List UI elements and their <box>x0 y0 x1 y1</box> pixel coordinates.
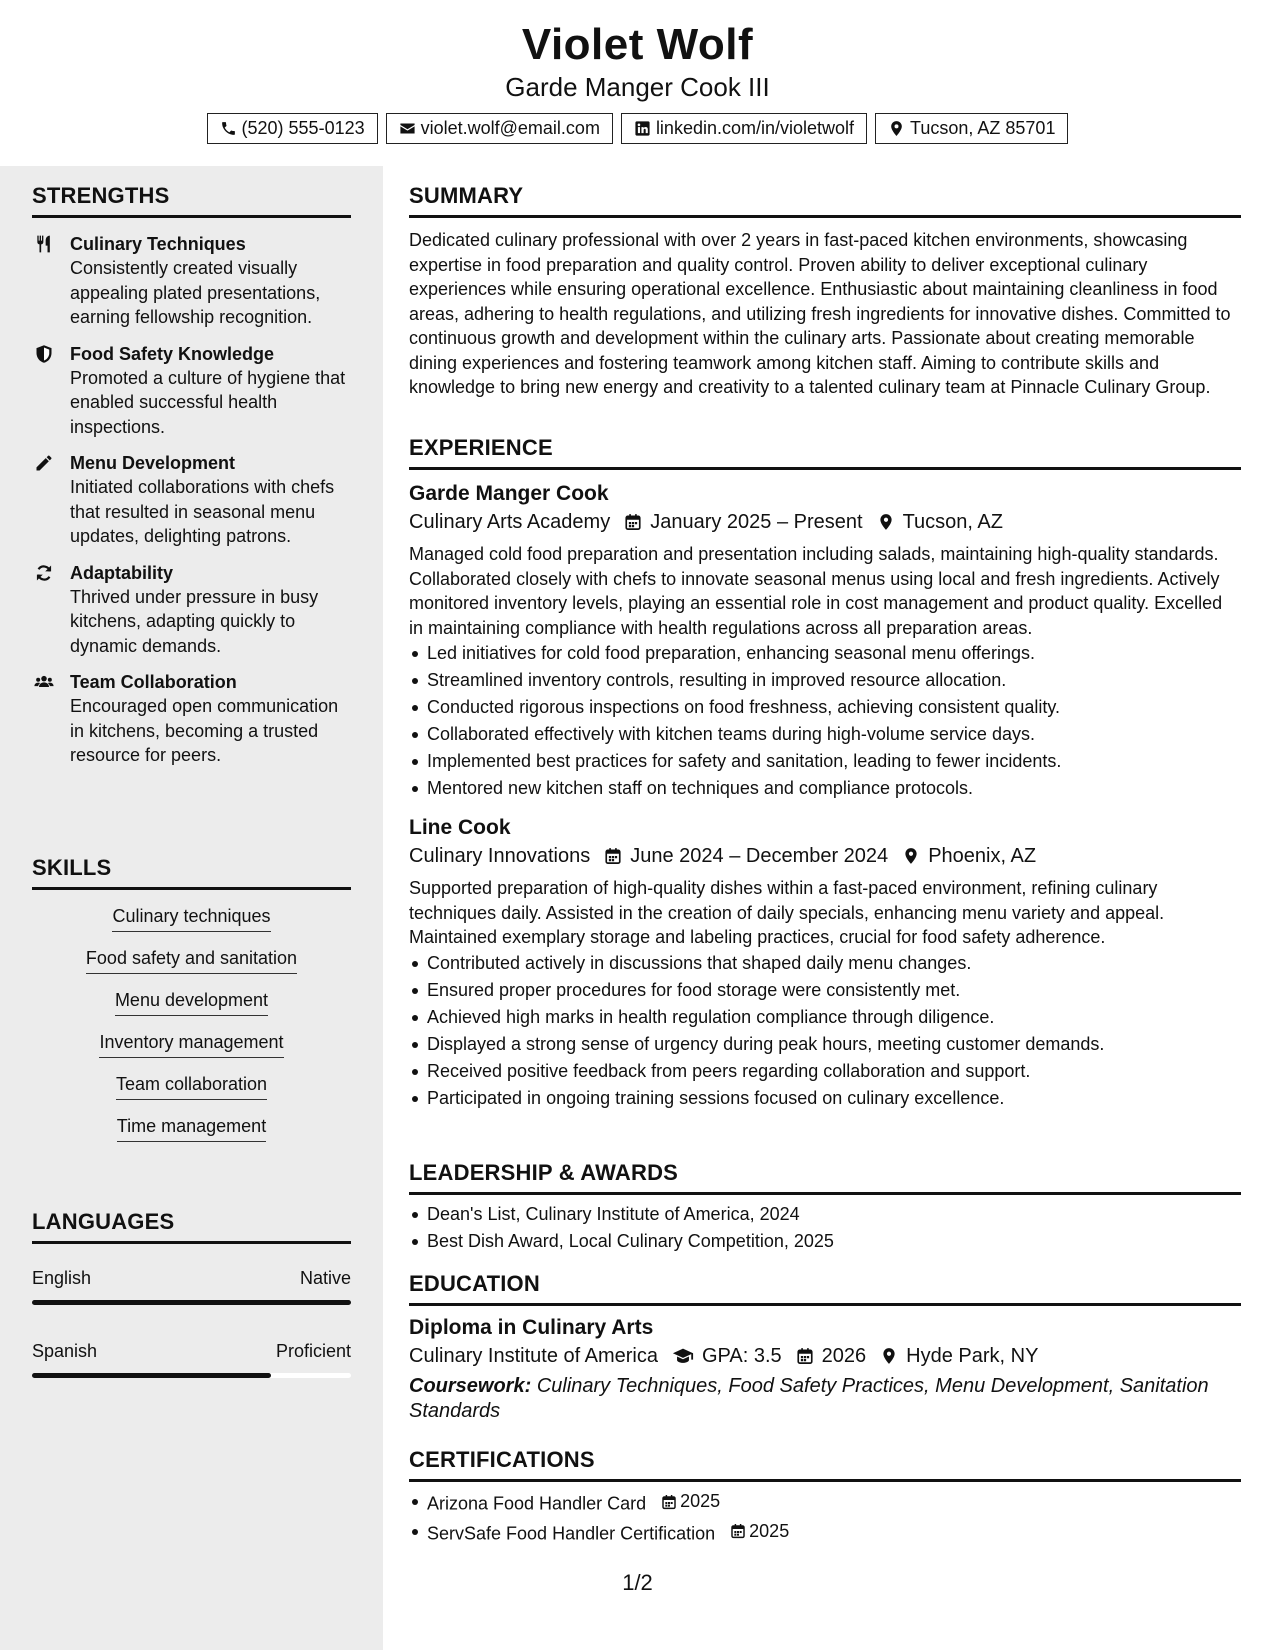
list-item <box>409 1518 1241 1548</box>
strength-desc: Encouraged open communication in kitchens, becoming a trusted resource for peers. <box>70 696 339 765</box>
certifications-list <box>409 1488 1241 1547</box>
contact-location <box>875 113 1068 144</box>
contact-email[interactable] <box>386 113 613 144</box>
coursework-label: Coursework: <box>409 1375 532 1397</box>
language-level: Proficient <box>275 1341 351 1361</box>
list-item: Received positive feedback from peers regarding collaboration and support. <box>409 1058 1241 1085</box>
contact-linkedin[interactable] <box>621 113 867 144</box>
education-location: Hyde Park, NY <box>906 1345 1039 1367</box>
strength-item <box>32 232 351 330</box>
list-item: Implemented best practices for safety and sanitation, leading to fewer incidents. <box>409 748 1241 775</box>
strength-title: Culinary Techniques <box>70 234 246 254</box>
language-bar-fill <box>32 1373 271 1378</box>
summary-section <box>409 183 1241 400</box>
awards-list <box>409 1201 1241 1255</box>
section-divider <box>409 1303 1241 1306</box>
language-bar <box>32 1300 351 1305</box>
skill-item <box>32 946 351 974</box>
list-item: Dean's List, Culinary Institute of America, 2024 <box>409 1201 1241 1228</box>
skill-item <box>32 1072 351 1100</box>
job-location: Tucson, AZ <box>902 511 1003 533</box>
utensils-icon <box>34 234 54 254</box>
experience-heading: EXPERIENCE <box>409 435 553 460</box>
linkedin-icon <box>634 120 651 137</box>
skill-label: Team collaboration <box>116 1072 267 1100</box>
phone-icon <box>220 120 237 137</box>
job-meta <box>409 508 1241 536</box>
language-bar-fill <box>32 1300 351 1305</box>
awards-heading: LEADERSHIP & AWARDS <box>409 1160 679 1185</box>
job-dates: June 2024 – December 2024 <box>630 845 889 867</box>
language-level: Native <box>299 1268 351 1288</box>
school-name: Culinary Institute of America <box>409 1345 658 1367</box>
skill-label: Inventory management <box>99 1030 283 1058</box>
email-text: violet.wolf@email.com <box>420 118 600 138</box>
job-title: Garde Manger Cook <box>409 482 609 505</box>
list-item: Displayed a strong sense of urgency during peak hours, meeting customer demands. <box>409 1031 1241 1058</box>
calendar-icon <box>604 847 622 865</box>
map-pin-icon <box>902 847 920 865</box>
coursework <box>409 1374 1241 1424</box>
graduation-cap-icon <box>672 1345 694 1367</box>
section-divider <box>32 887 351 890</box>
contact-bar <box>0 113 1275 144</box>
list-item: Led initiatives for cold food preparation, enhancing seasonal menu offerings. <box>409 640 1241 667</box>
contact-phone[interactable] <box>207 113 378 144</box>
refresh-icon <box>34 563 54 583</box>
map-pin-icon <box>877 513 895 531</box>
language-item <box>32 1339 351 1378</box>
language-item <box>32 1266 351 1305</box>
skill-item <box>32 988 351 1016</box>
strength-item <box>32 342 351 440</box>
list-item: Ensured proper procedures for food storage were consistently met. <box>409 977 1241 1004</box>
job-description: Managed cold food preparation and presentation including salads, maintaining high-quality standards. Collaborated closely with chefs to innovate seasonal menus using local and fresh ingredients. Actively monitored inventory levels, playing an essential role in cost management and product quality. Excelled in maintaining compliance with health regulations across all preparation areas. <box>409 544 1223 638</box>
cert-year: 2025 <box>749 1520 790 1541</box>
list-item: Participated in ongoing training sessions focused on culinary excellence. <box>409 1085 1241 1112</box>
experience-section <box>409 435 1241 1112</box>
strength-title: Adaptability <box>70 562 174 583</box>
skill-item <box>32 904 351 932</box>
language-bar <box>32 1373 351 1378</box>
job-description: Supported preparation of high-quality dishes within a fast-paced environment, refining culinary techniques daily. Assisted in the creation of daily specials, enhancing menu variety and appeal. Maintained exemplary storage and labeling practices, crucial for food safety adherence. <box>409 878 1165 947</box>
envelope-icon <box>399 120 416 137</box>
strengths-heading: STRENGTHS <box>32 183 170 208</box>
section-divider <box>409 467 1241 470</box>
shield-icon <box>34 344 54 364</box>
skills-heading: SKILLS <box>32 855 112 880</box>
language-name: English <box>32 1268 92 1288</box>
skill-item <box>32 1114 351 1142</box>
section-divider <box>32 1241 351 1244</box>
strength-desc: Promoted a culture of hygiene that enabled successful health inspections. <box>70 367 346 437</box>
languages-heading: LANGUAGES <box>32 1209 175 1234</box>
strength-desc: Initiated collaborations with chefs that resulted in seasonal menu updates, delighting patrons. <box>70 477 335 546</box>
strength-item <box>32 670 351 768</box>
job-dates: January 2025 – Present <box>650 511 863 533</box>
cert-name: Arizona Food Handler Card <box>427 1493 647 1514</box>
job-entry <box>409 814 1241 1112</box>
skill-item <box>32 1030 351 1058</box>
job-location: Phoenix, AZ <box>928 845 1037 867</box>
education-year: 2026 <box>821 1345 867 1367</box>
job-company: Culinary Innovations <box>409 845 591 867</box>
education-meta <box>409 1342 1241 1370</box>
strength-desc: Thrived under pressure in busy kitchens, adapting quickly to dynamic demands. <box>70 586 319 656</box>
list-item: Best Dish Award, Local Culinary Competition, 2025 <box>409 1228 1241 1255</box>
job-title: Line Cook <box>409 816 511 839</box>
list-item: Achieved high marks in health regulation compliance through diligence. <box>409 1004 1241 1031</box>
coursework-text: Culinary Techniques, Food Safety Practices, Menu Development, Sanitation Standards <box>409 1375 1209 1422</box>
skill-label: Food safety and sanitation <box>86 946 297 974</box>
job-meta <box>409 842 1241 870</box>
language-name: Spanish <box>32 1341 98 1361</box>
section-divider <box>409 215 1241 218</box>
linkedin-text: linkedin.com/in/violetwolf <box>655 118 855 138</box>
certifications-section <box>409 1447 1241 1547</box>
summary-heading: SUMMARY <box>409 183 524 208</box>
job-bullets <box>409 950 1241 1112</box>
skill-label: Time management <box>117 1114 266 1142</box>
strength-title: Menu Development <box>70 453 236 473</box>
job-bullets <box>409 640 1241 802</box>
skill-label: Menu development <box>115 988 268 1016</box>
certifications-heading: CERTIFICATIONS <box>409 1447 595 1472</box>
location-text: Tucson, AZ 85701 <box>910 118 1056 138</box>
list-item <box>409 1488 1241 1518</box>
section-divider <box>409 1479 1241 1482</box>
strength-item <box>32 451 351 549</box>
education-section <box>409 1271 1241 1424</box>
list-item: Mentored new kitchen staff on techniques and compliance protocols. <box>409 775 1241 802</box>
map-pin-icon <box>880 1347 898 1365</box>
skill-label: Culinary techniques <box>112 904 270 932</box>
education-heading: EDUCATION <box>409 1271 540 1296</box>
job-entry <box>409 480 1241 802</box>
users-icon <box>34 672 54 692</box>
strength-item <box>32 561 351 659</box>
cert-name: ServSafe Food Handler Certification <box>427 1523 716 1543</box>
strength-title: Team Collaboration <box>70 672 237 692</box>
section-divider <box>409 1192 1241 1195</box>
strength-title: Food Safety Knowledge <box>70 343 275 364</box>
calendar-icon <box>624 513 642 531</box>
list-item: Streamlined inventory controls, resulting in improved resource allocation. <box>409 667 1241 694</box>
cert-year: 2025 <box>680 1491 721 1511</box>
list-item: Contributed actively in discussions that shaped daily menu changes. <box>409 950 1241 977</box>
degree-title: Diploma in Culinary Arts <box>409 1316 654 1339</box>
languages-section <box>32 1209 351 1412</box>
resume-header <box>0 0 1275 166</box>
strength-desc: Consistently created visually appealing plated presentations, earning fellowship recognition. <box>70 258 321 327</box>
strengths-section <box>32 183 351 780</box>
list-item: Collaborated effectively with kitchen teams during high-volume service days. <box>409 721 1241 748</box>
job-company: Culinary Arts Academy <box>409 511 611 533</box>
page-number: 1/2 <box>622 1570 653 1595</box>
education-gpa: GPA: 3.5 <box>702 1345 782 1367</box>
calendar-icon <box>796 1347 814 1365</box>
list-item: Conducted rigorous inspections on food freshness, achieving consistent quality. <box>409 694 1241 721</box>
map-pin-icon <box>888 120 905 137</box>
candidate-title: Garde Manger Cook III <box>505 72 770 102</box>
phone-text: (520) 555-0123 <box>241 118 365 138</box>
calendar-icon <box>730 1523 746 1539</box>
pencil-icon <box>34 453 54 473</box>
skills-section <box>32 855 351 1156</box>
awards-section <box>409 1160 1241 1255</box>
candidate-name: Violet Wolf <box>521 20 754 69</box>
section-divider <box>32 215 351 218</box>
summary-text: Dedicated culinary professional with over 2 years in fast-paced kitchen environments, showcasing expertise in food preparation and quality control. Proven ability to deliver exceptional culinary experiences while ensuring operational excellence. Enthusiastic about maintaining cleanliness in food areas, adhering to health regulations, and utilizing fresh ingredients for innovative dishes. Committed to continuous growth and development within the culinary arts. Passionate about creating memorable dining experiences and fostering teamwork among kitchen staff. Aiming to contribute skills and knowledge to bring new energy and creativity to a talented culinary team at Pinnacle Culinary Group. <box>409 230 1231 397</box>
calendar-icon <box>661 1494 677 1510</box>
